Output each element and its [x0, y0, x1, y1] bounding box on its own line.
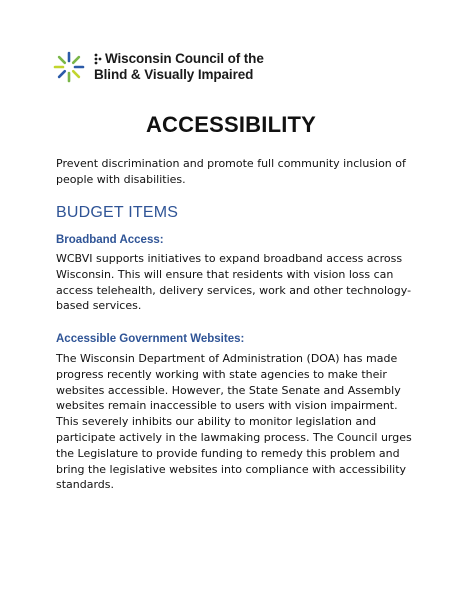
logo-line-2: Blind & Visually Impaired [94, 67, 254, 82]
organization-logo [52, 50, 264, 84]
accessible-websites-paragraph: The Wisconsin Department of Administration (DOA) has made progress recently working with state agencies to make their websites accessible. However, the State Senate and Assembly websites remain inaccessible to users with vision impairment. This severely inhibits our ability to monitor legislation and participate actively in the lawmaking process. The Council urges the Legislature to provide funding to remedy this problem and bring the legislative websites into compliance with accessibility standards. [56, 352, 412, 492]
starburst-logo-icon [52, 50, 86, 84]
intro-paragraph: Prevent discrimination and promote full community inclusion of people with disabilities. [56, 157, 406, 186]
budget-items-heading: BUDGET ITEMS [56, 204, 179, 221]
logo-wordmark [94, 51, 264, 83]
braille-dots-icon [94, 53, 102, 65]
accessible-websites-heading: Accessible Government Websites: [56, 333, 245, 345]
logo-line-1: Wisconsin Council of the [105, 51, 264, 66]
broadband-access-heading: Broadband Access: [56, 234, 164, 246]
broadband-access-paragraph: WCBVI supports initiatives to expand broadband access across Wisconsin. This will ensure that residents with vision loss can access telehealth, delivery services, work and other technology-based services. [56, 252, 412, 313]
page-title: ACCESSIBILITY [145, 112, 317, 137]
